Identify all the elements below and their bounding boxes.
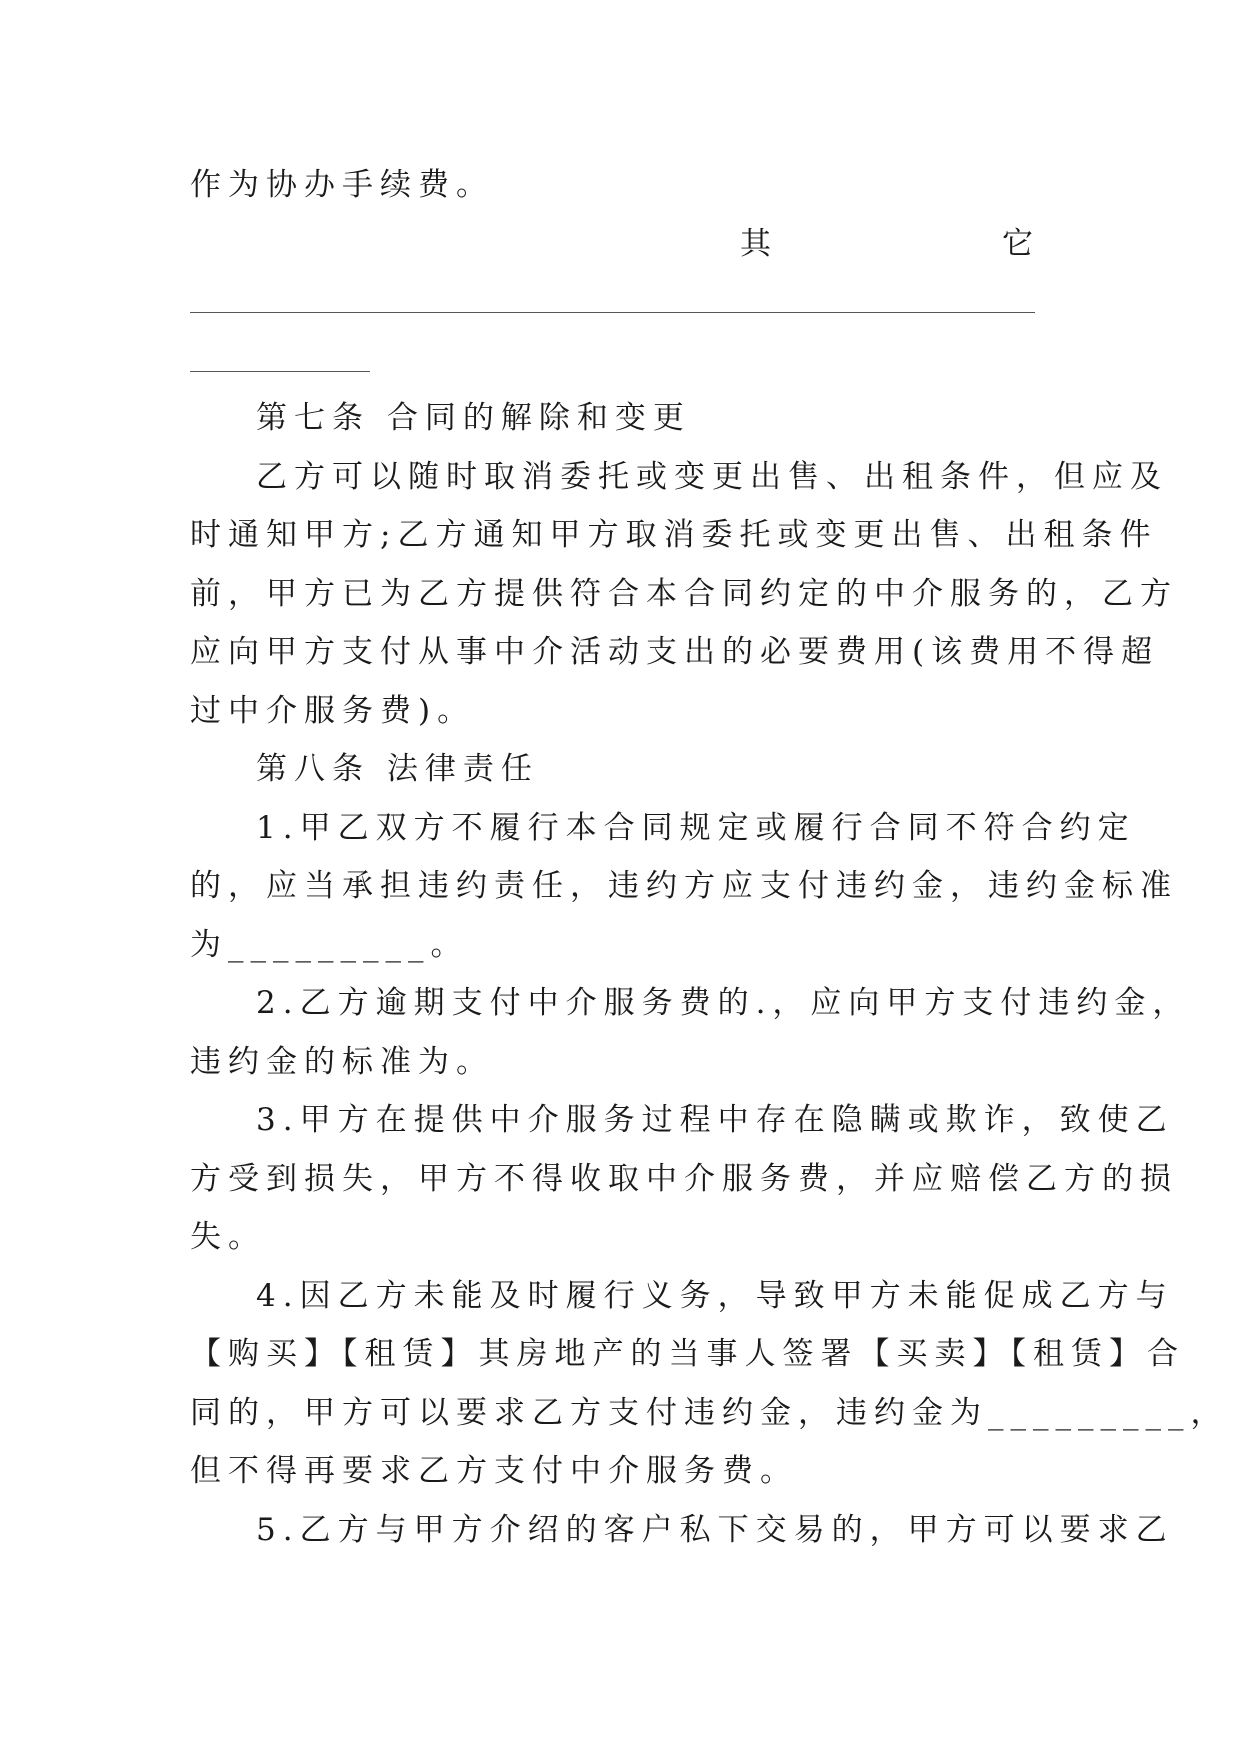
text-line: 作为协办手续费。 bbox=[190, 167, 494, 203]
text-line: 1.甲乙双方不履行本合同规定或履行合同不符合约定 bbox=[256, 810, 1136, 846]
section-heading: 第七条 合同的解除和变更 bbox=[256, 400, 691, 436]
text-line: 4.因乙方未能及时履行义务，导致甲方未能促成乙方与 bbox=[256, 1278, 1174, 1314]
text-line: 但不得再要求乙方支付中介服务费。 bbox=[190, 1453, 798, 1489]
text-line: 同的，甲方可以要求乙方支付违约金，违约金为_________， bbox=[190, 1395, 1229, 1431]
text-line: 失。 bbox=[190, 1219, 266, 1255]
text-line: 时通知甲方;乙方通知甲方取消委托或变更出售、出租条件 bbox=[190, 517, 1158, 553]
text-line: 5.乙方与甲方介绍的客户私下交易的，甲方可以要求乙 bbox=[256, 1512, 1174, 1548]
text-line: 的，应当承担违约责任，违约方应支付违约金，违约金标准 bbox=[190, 868, 1178, 904]
text-line: 【购买】【租赁】其房地产的当事人签署【买卖】【租赁】合 bbox=[190, 1336, 1185, 1372]
text-line: 方受到损失，甲方不得收取中介服务费，并应赔偿乙方的损 bbox=[190, 1161, 1178, 1197]
section-heading: 第八条 法律责任 bbox=[256, 751, 539, 787]
text-line: 应向甲方支付从事中介活动支出的必要费用(该费用不得超 bbox=[190, 634, 1160, 670]
blank-underline bbox=[190, 312, 1035, 313]
text-line: 违约金的标准为。 bbox=[190, 1044, 494, 1080]
text-line: 2.乙方逾期支付中介服务费的.，应向甲方支付违约金， bbox=[256, 985, 1191, 1021]
blank-underline-short bbox=[190, 371, 370, 372]
other-char-left: 其 bbox=[740, 226, 778, 262]
other-heading bbox=[740, 224, 1040, 264]
other-char-right: 它 bbox=[1002, 226, 1040, 262]
text-line: 过中介服务费)。 bbox=[190, 693, 476, 729]
text-line: 3.甲方在提供中介服务过程中存在隐瞒或欺诈，致使乙 bbox=[256, 1102, 1174, 1138]
text-line: 前，甲方已为乙方提供符合本合同约定的中介服务的，乙方 bbox=[190, 576, 1178, 612]
text-line: 为_________。 bbox=[190, 927, 469, 963]
text-line: 乙方可以随时取消委托或变更出售、出租条件，但应及 bbox=[256, 459, 1168, 495]
